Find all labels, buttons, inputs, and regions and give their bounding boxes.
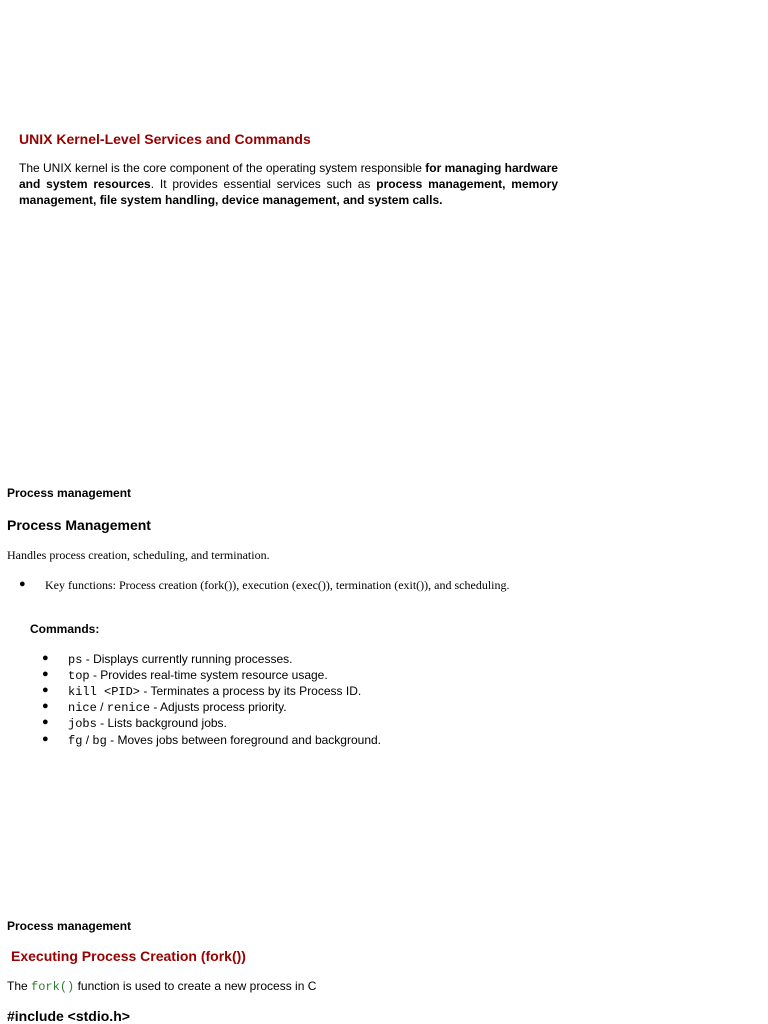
list-item — [68, 733, 381, 748]
commands-label: Commands: — [30, 622, 100, 636]
list-item — [68, 700, 287, 715]
command-code: fg — [68, 734, 83, 748]
command-desc: - Provides real-time system resource usage. — [89, 668, 328, 682]
bullet-icon: ● — [19, 578, 26, 590]
list-item — [68, 668, 328, 683]
command-desc: - Adjusts process priority. — [150, 700, 287, 714]
intro-bold-2: process management, memory management, file system handling, device management, and system calls. — [19, 177, 558, 207]
command-desc: - Terminates a process by its Process ID. — [140, 684, 362, 698]
fork-description — [7, 979, 316, 994]
intro-text-2: . It provides essential services such as — [150, 177, 377, 191]
section-description: Handles process creation, scheduling, and termination. — [7, 548, 270, 562]
command-desc: - Moves jobs between foreground and background. — [106, 733, 381, 747]
command-code: jobs — [68, 717, 97, 731]
bullet-icon: ● — [42, 716, 49, 728]
page-title: UNIX Kernel-Level Services and Commands — [19, 131, 311, 147]
intro-bold-1: for managing hardware and system resources — [19, 161, 558, 191]
bullet-icon: ● — [42, 652, 49, 664]
command-desc: - Lists background jobs. — [96, 716, 227, 730]
command-code: bg — [92, 734, 107, 748]
command-code: renice — [106, 701, 151, 715]
bullet-icon: ● — [42, 733, 49, 745]
command-desc: - Displays currently running processes. — [82, 652, 293, 666]
command-code: top — [68, 669, 90, 683]
command-code: ps — [68, 653, 83, 667]
intro-text-1: The UNIX kernel is the core component of the operating system responsible — [19, 161, 426, 175]
command-code: nice — [68, 701, 97, 715]
code-include-line: #include <stdio.h> — [7, 1008, 130, 1024]
bullet-icon: ● — [42, 668, 49, 680]
intro-paragraph — [19, 160, 558, 208]
slide-label: Process management — [7, 919, 132, 933]
list-item — [68, 716, 227, 731]
section-heading: Executing Process Creation (fork()) — [11, 948, 246, 964]
slide-label: Process management — [7, 486, 132, 500]
fork-text-pre: The — [7, 979, 32, 993]
key-functions-text: Key functions: Process creation (fork()), execution (exec()), termination (exit()), and scheduling. — [45, 578, 510, 592]
command-separator: / — [82, 733, 93, 747]
fork-code: fork() — [31, 980, 75, 994]
command-separator: / — [96, 700, 107, 714]
section-heading: Process Management — [7, 517, 151, 533]
command-code: kill <PID> — [68, 685, 141, 699]
bullet-icon: ● — [42, 700, 49, 712]
bullet-icon: ● — [42, 684, 49, 696]
fork-text-post: function is used to create a new process in C — [74, 979, 317, 993]
list-item — [68, 652, 293, 667]
list-item — [68, 684, 361, 699]
